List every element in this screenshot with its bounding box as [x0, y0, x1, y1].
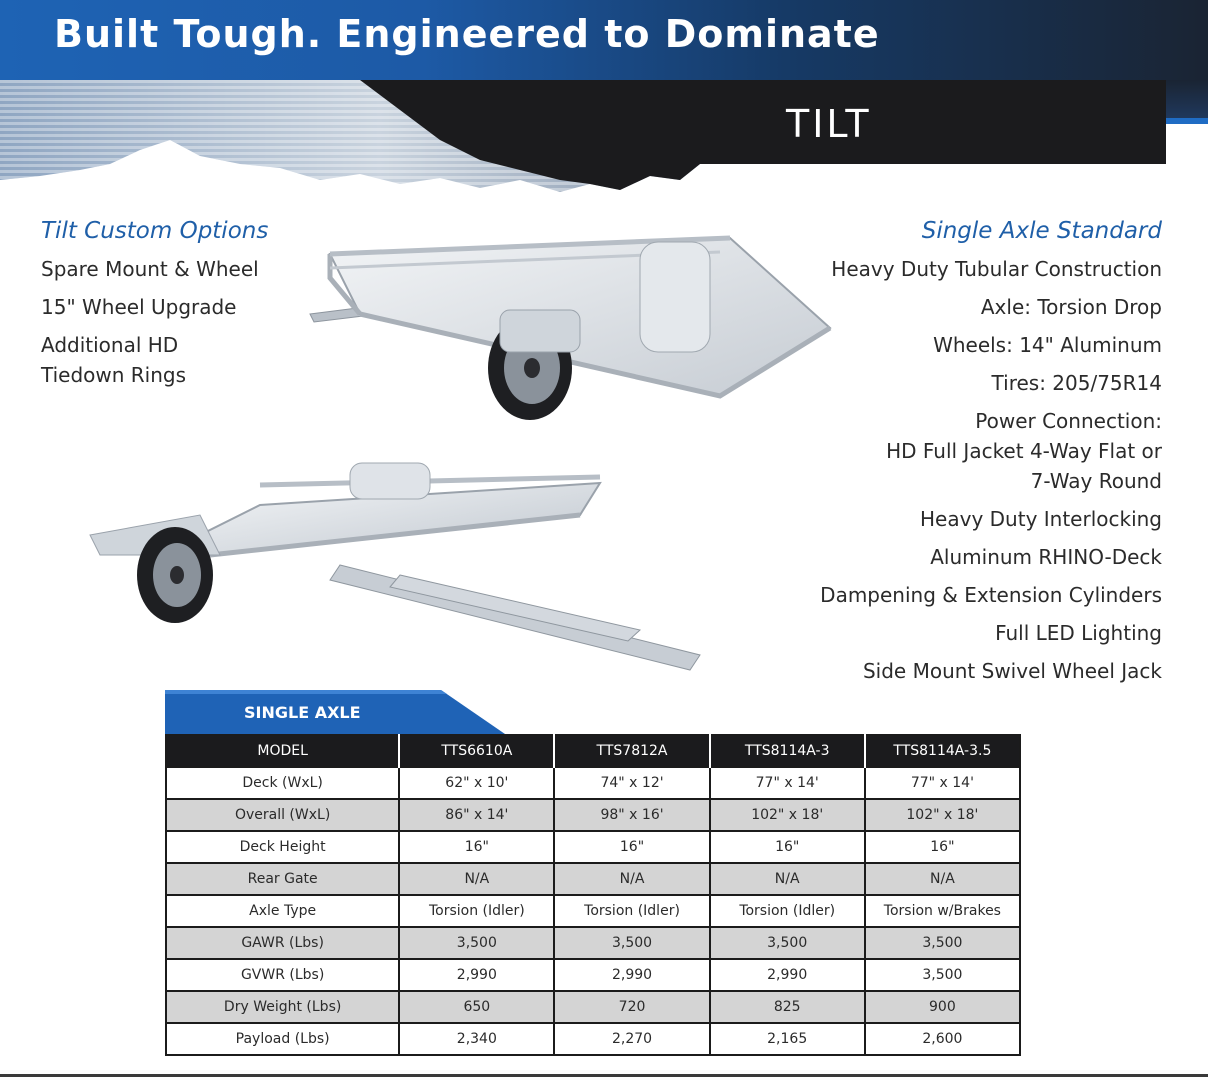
table-cell: 3,500 [399, 927, 554, 959]
feature-item: Axle: Torsion Drop [980, 295, 1162, 319]
table-cell: 2,270 [554, 1023, 709, 1055]
table-cell: 62" x 10' [399, 767, 554, 799]
bottom-divider [0, 1074, 1208, 1077]
table-cell: N/A [554, 863, 709, 895]
feature-item: 7-Way Round [1030, 469, 1162, 493]
page-title: Built Tough. Engineered to Dominate [54, 12, 880, 56]
table-cell: N/A [865, 863, 1020, 895]
table-cell: Axle Type [166, 895, 399, 927]
table-cell: 2,990 [554, 959, 709, 991]
table-cell: 16" [554, 831, 709, 863]
standards-heading: Single Axle Standard [921, 218, 1162, 244]
table-cell: 825 [710, 991, 865, 1023]
options-heading: Tilt Custom Options [41, 218, 269, 244]
custom-options [41, 218, 341, 398]
table-cell: Torsion (Idler) [554, 895, 709, 927]
table-cell: 650 [399, 991, 554, 1023]
table-cell: 2,165 [710, 1023, 865, 1055]
table-cell: 720 [554, 991, 709, 1023]
table-cell: 2,600 [865, 1023, 1020, 1055]
table-cell: 74" x 12' [554, 767, 709, 799]
table-cell: Deck (WxL) [166, 767, 399, 799]
feature-item: Full LED Lighting [995, 621, 1162, 645]
product-name: TILT [786, 102, 872, 146]
table-cell: N/A [710, 863, 865, 895]
table-cell: Torsion w/Brakes [865, 895, 1020, 927]
banner-edge [1166, 118, 1208, 124]
table-cell: 2,990 [399, 959, 554, 991]
table-cell: 3,500 [865, 959, 1020, 991]
table-row [166, 927, 1020, 959]
table-cell: 16" [865, 831, 1020, 863]
feature-item: Aluminum RHINO-Deck [930, 545, 1162, 569]
table-cell: Payload (Lbs) [166, 1023, 399, 1055]
table-row [166, 799, 1020, 831]
table-cell: 102" x 18' [865, 799, 1020, 831]
feature-item: HD Full Jacket 4-Way Flat or [886, 439, 1162, 463]
table-cell: 2,340 [399, 1023, 554, 1055]
feature-item: Dampening & Extension Cylinders [820, 583, 1162, 607]
feature-item: Wheels: 14" Aluminum [933, 333, 1162, 357]
table-cell: 3,500 [554, 927, 709, 959]
table-tab-label: SINGLE AXLE [244, 703, 361, 722]
table-cell: Torsion (Idler) [710, 895, 865, 927]
table-row [166, 863, 1020, 895]
table-header-row [166, 735, 1020, 767]
table-cell: 86" x 14' [399, 799, 554, 831]
table-header-cell: MODEL [166, 735, 399, 767]
option-item: Tiedown Rings [41, 363, 187, 387]
table-cell: 102" x 18' [710, 799, 865, 831]
table-header-cell: TTS8114A-3 [710, 735, 865, 767]
table-cell: Torsion (Idler) [399, 895, 554, 927]
feature-item: Side Mount Swivel Wheel Jack [862, 659, 1162, 683]
table-row [166, 991, 1020, 1023]
feature-item: Heavy Duty Interlocking [920, 507, 1162, 531]
option-item: Spare Mount & Wheel [41, 257, 259, 281]
table-row [166, 767, 1020, 799]
table-row [166, 1023, 1020, 1055]
table-row [166, 895, 1020, 927]
table-row [166, 831, 1020, 863]
table-header-cell: TTS7812A [554, 735, 709, 767]
table-cell: 2,990 [710, 959, 865, 991]
table-cell: Dry Weight (Lbs) [166, 991, 399, 1023]
spec-table [165, 734, 1021, 1056]
option-item: 15" Wheel Upgrade [41, 295, 237, 319]
table-cell: 16" [710, 831, 865, 863]
table-cell: 16" [399, 831, 554, 863]
table-cell: N/A [399, 863, 554, 895]
table-header-cell: TTS8114A-3.5 [865, 735, 1020, 767]
table-cell: 98" x 16' [554, 799, 709, 831]
feature-item: Heavy Duty Tubular Construction [831, 257, 1162, 281]
table-cell: Rear Gate [166, 863, 399, 895]
feature-item: Tires: 205/75R14 [991, 371, 1162, 395]
product-banner [728, 80, 1166, 164]
header-banner [0, 0, 1208, 80]
table-cell: 77" x 14' [710, 767, 865, 799]
table-row [166, 959, 1020, 991]
table-cell: 3,500 [865, 927, 1020, 959]
table-cell: Overall (WxL) [166, 799, 399, 831]
table-cell: Deck Height [166, 831, 399, 863]
table-cell: 3,500 [710, 927, 865, 959]
feature-item: Power Connection: [975, 409, 1162, 433]
option-item: Additional HD [41, 333, 179, 357]
metal-strip-decoration [0, 80, 760, 200]
table-cell: GVWR (Lbs) [166, 959, 399, 991]
trailer-image-flat [300, 218, 860, 428]
table-header-cell: TTS6610A [399, 735, 554, 767]
banner-corner [1166, 80, 1208, 122]
table-cell: GAWR (Lbs) [166, 927, 399, 959]
table-cell: 900 [865, 991, 1020, 1023]
table-cell: 77" x 14' [865, 767, 1020, 799]
trailer-image-tilted [80, 455, 710, 690]
